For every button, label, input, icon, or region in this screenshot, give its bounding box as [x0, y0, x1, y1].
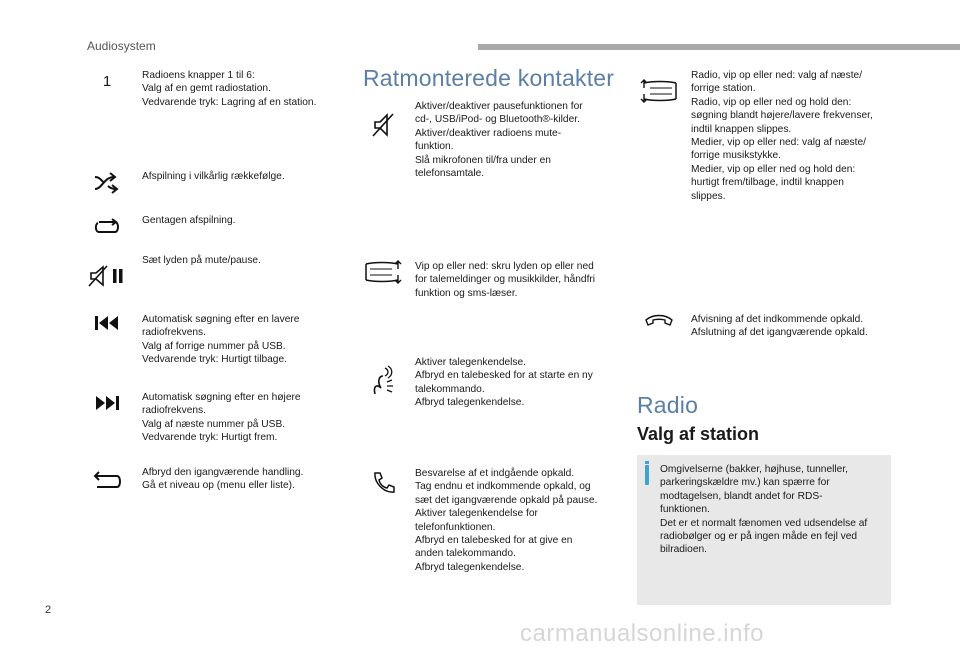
seek-back-icon [85, 308, 129, 338]
subsection-title-station: Valg af station [637, 424, 760, 444]
text-volume: Vip op eller ned: skru lyden op eller ned for talemeldinger og musikkilder, håndfri funktion og sms-læser. [415, 261, 596, 299]
page-number: 2 [45, 604, 52, 616]
seek-forward-icon [85, 388, 129, 418]
shuffle-icon [85, 168, 129, 198]
mute-icon [362, 110, 406, 140]
text-mute: Aktiver/deaktiver pausefunktionen for cd-, USB/iPod- og Bluetooth®-kilder. Aktiver/deaktiver radioens mute- funktion. Slå mikrofonen til/fra under en telefonsamtale. [415, 101, 583, 180]
button-1-icon [85, 66, 129, 96]
text-mute-pause: Sæt lyden på mute/pause. [142, 255, 261, 266]
text-seek-forward: Automatisk søgning efter en højere radiofrekvens. Valg af næste nummer på USB. Vedvarende tryk: Hurtigt frem. [142, 392, 301, 444]
info-icon-dot [645, 461, 649, 464]
text-phone-hangup: Afvisning af det indkommende opkald. Afslutning af det igangværende opkald. [691, 314, 868, 339]
text-radio-buttons: Radioens knapper 1 til 6: Valg af en gemt radiostation. Vedvarende tryk: Lagring af en station. [142, 70, 317, 108]
seek-thumbwheel-icon [637, 76, 681, 106]
text-voice-command: Aktiver talegenkendelse. Afbryd en talebesked for at starte en ny talekommando. Afbryd talegenkendelse. [415, 357, 593, 409]
text-repeat: Gentagen afspilning. [142, 215, 236, 226]
header-bar [478, 44, 960, 50]
info-icon [645, 465, 649, 485]
repeat-icon [85, 212, 129, 242]
info-text: Omgivelserne (bakker, højhuse, tunneller, parkeringskældre mv.) kan spærre for modtagelsen, blandt andet for RDS- funktionen. Det er et normalt fænomen ved udsendelse af radiobølger og er på ingen måde en fejl ved bilradioen. [660, 464, 868, 556]
text-shuffle: Afspilning i vilkårlig rækkefølge. [142, 171, 285, 182]
header-title: Audiosystem [87, 39, 156, 53]
text-phone-answer: Besvarelse af et indgående opkald. Tag endnu et indkommende opkald, og sæt det igangværende opkald på pause. Aktiver talegenkendelse for telefonfunktionen. Afbryd en talebesked for at give en anden talekommando. Afbryd talegenkendelse. [415, 468, 598, 573]
back-icon [85, 464, 129, 494]
section-title-radio: Radio [637, 392, 699, 418]
phone-answer-icon [362, 468, 406, 498]
phone-hangup-icon [637, 306, 681, 336]
mute-pause-icon [85, 261, 129, 291]
voice-command-icon [360, 366, 404, 396]
text-seek-thumbwheel: Radio, vip op eller ned: valg af næste/ forrige station. Radio, vip op eller ned og hold den: søgning blandt højere/lavere frekvenser, indtil knappen slippes. Medier, vip op eller ned: valg af næste/ forrige musikstykke. Medier, vip op eller ned og hold den: hurtigt frem/tilbage, indtil knappen slippes. [691, 70, 873, 202]
text-back: Afbryd den igangværende handling. Gå et niveau op (menu eller liste). [142, 467, 304, 492]
watermark: carmanualsonline.info [520, 620, 764, 647]
button-1-label: 1 [102, 72, 112, 90]
section-title-steering-controls: Ratmonterede kontakter [363, 65, 615, 91]
text-seek-back: Automatisk søgning efter en lavere radiofrekvens. Valg af forrige nummer på USB. Vedvarende tryk: Hurtigt tilbage. [142, 314, 300, 366]
volume-thumbwheel-icon [360, 257, 404, 287]
